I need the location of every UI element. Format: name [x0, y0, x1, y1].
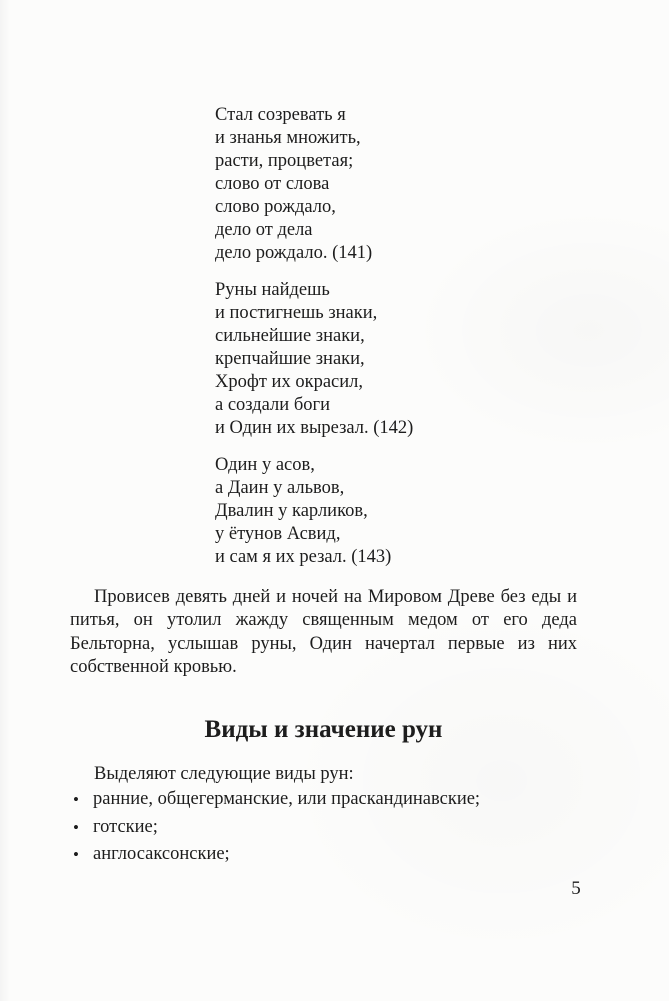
page-number: 5: [571, 878, 581, 899]
bullet-icon: •: [73, 790, 79, 809]
verse-line: и Один их вырезал. (142): [215, 418, 414, 438]
verse-line: а Даин у альвов,: [215, 478, 345, 498]
rune-types-list: [70, 786, 590, 869]
verse-line: Двалин у карликов,: [215, 501, 368, 521]
bullet-icon: •: [73, 845, 79, 864]
stanza-141: [215, 104, 413, 265]
bullet-icon: •: [73, 817, 79, 837]
verse-block: [215, 104, 413, 583]
verse-line: сильнейшие знаки,: [215, 326, 365, 346]
list-item-text: ранние, общегерманские, или праскандинавские;: [93, 789, 481, 809]
prose-paragraph: Провисев девять дней и ночей на Мировом Древе без еды и питья, он утолил жажду священным медом от его деда Бельторна, услышав руны, Один начертал первые из них собственной кровью.: [70, 587, 577, 678]
section-heading: Виды и значение рун: [204, 716, 443, 743]
list-item: [70, 814, 590, 842]
list-item-text: англосаксонские;: [93, 844, 230, 864]
verse-line: дело от дела: [215, 220, 313, 240]
stanza-142: [215, 279, 413, 440]
verse-line: Руны найдешь: [215, 280, 330, 300]
verse-line: и знанья множить,: [215, 128, 361, 148]
verse-line: у ётунов Асвид,: [215, 524, 341, 544]
verse-line: расти, процветая;: [215, 151, 354, 171]
verse-line: и сам я их резал. (143): [215, 547, 392, 567]
verse-line: Один у асов,: [215, 455, 315, 475]
verse-line: слово от слова: [215, 174, 330, 194]
verse-line: Хрофт их окрасил,: [215, 372, 363, 392]
list-item: [70, 786, 590, 814]
verse-line: крепчайшие знаки,: [215, 349, 365, 369]
verse-line: а создали боги: [215, 395, 330, 415]
stanza-143: [215, 454, 413, 569]
list-intro: Выделяют следующие виды рун:: [94, 764, 354, 784]
list-item-text: готские;: [93, 816, 158, 837]
verse-line: слово рождало,: [215, 197, 336, 217]
verse-line: и постигнешь знаки,: [215, 303, 378, 323]
verse-line: Стал созревать я: [215, 105, 346, 125]
list-item: [70, 841, 590, 869]
verse-line: дело рождало. (141): [215, 243, 373, 263]
